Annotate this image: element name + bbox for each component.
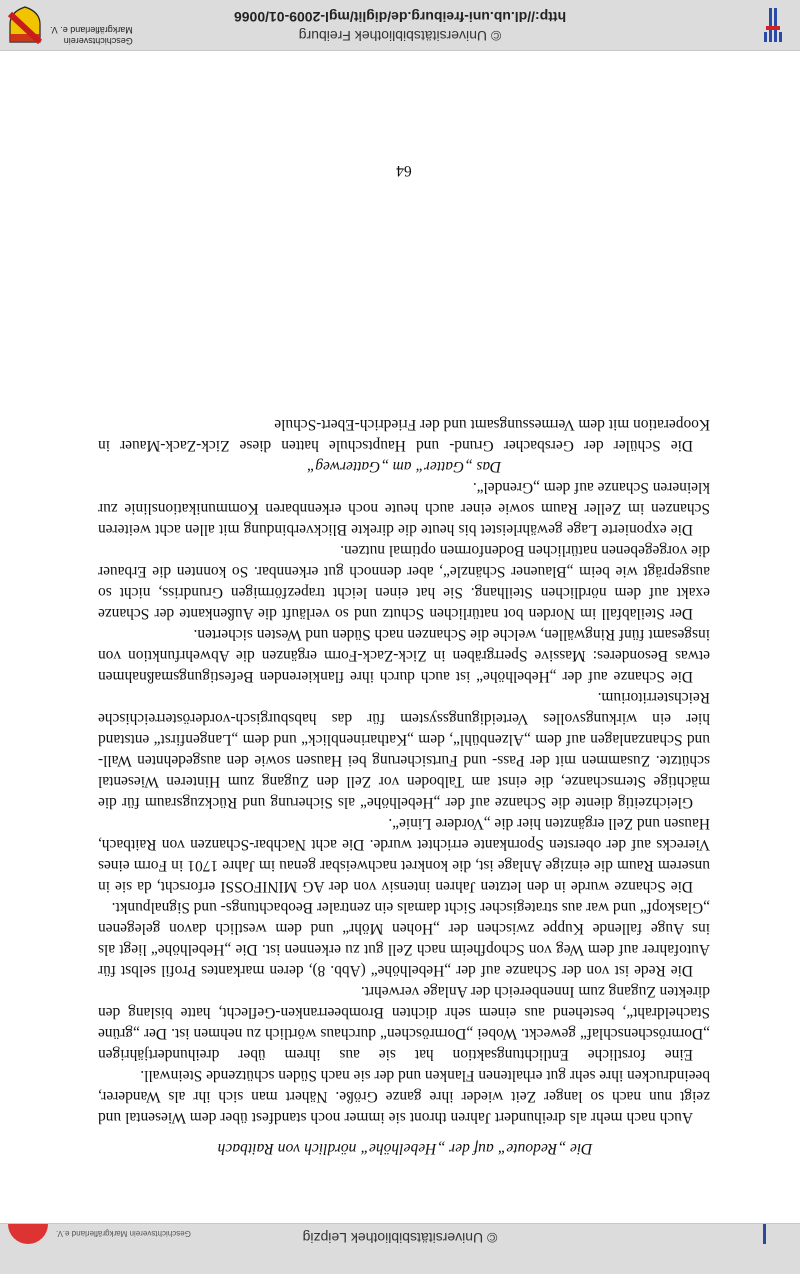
top-copyright: © Universitätsbibliothek Leipzig bbox=[302, 1230, 498, 1246]
ub-freiburg-logo-icon bbox=[760, 6, 786, 46]
figure-caption: Das „Gatter“ am „Gatterweg“ bbox=[306, 458, 502, 475]
viewer-bottom-bar bbox=[0, 0, 800, 51]
paragraph: Auch nach mehr als dreihundert Jahren thront sie immer noch standfest über dem Wiesental und zeigt nun nach so langer Zeit wieder ihre ganze Größe. Nähert man sich ihr als Wanderer, beeindrucken ihre sehr gut erhaltenen Flanken und der sie nach Süden schützende Steinwall. bbox=[98, 1067, 710, 1126]
society-line2: Markgräflerland e. V. bbox=[50, 25, 133, 35]
top-society-label: Geschichtsverein Markgräflerland e.V. bbox=[56, 1229, 191, 1238]
paragraph: Die Rede ist von der Schanze auf der „Hebelhöhe“ (Abb. 8), deren markantes Profil selbst für Autofahrer auf dem Weg von Schopfheim nach Zell gut zu erkennen ist. Die „Hebelhöhe“ liegt als ins Auge fallende Kuppe zwischen der „Hohen Möhr“ und dem westlich davon gelegenen „Glaskopf“ und war aus strategischer Sicht damals ein zentraler Beobachtungs- und Signalpunkt. bbox=[98, 899, 710, 979]
society-line1: Geschichtsverein bbox=[63, 36, 133, 46]
bookmark-icon bbox=[763, 1224, 766, 1244]
page-number: 64 bbox=[396, 162, 412, 179]
footer-copyright: © Universitätsbibliothek Freiburg bbox=[298, 28, 502, 44]
document-title: Die „Redoute“ auf der „Hebelhöhe“ nördlich von Raitbach bbox=[217, 1140, 593, 1157]
paragraph: Die Schanze wurde in den letzten Jahren intensiv von der AG MINIFOSSI erforscht, da sie in unserem Raum die einzige Anlage ist, die konkret nachweisbar genau im Jahre 1701 in Form eines Vierecks auf der obersten Spornkante errichtet wurde. Die acht Nachbar-Schanzen von Raitbach, Hausen und Zell ergänzten hier die „Vordere Linie“. bbox=[98, 815, 710, 895]
footer-url[interactable]: http://dl.ub.uni-freiburg.de/diglit/mgl-2009-01/0066 bbox=[233, 9, 567, 25]
document-body bbox=[98, 414, 710, 1128]
crest-icon bbox=[8, 6, 42, 44]
paragraph: Die Schüler der Gersbacher Grund- und Hauptschule hatten diese Zick-Zack-Mauer in Kooperation mit dem Vermessungsamt und der Friedrich-Ebert-Schule bbox=[98, 416, 710, 454]
paragraph: Gleichzeitig diente die Schanze auf der „Hebelhöhe“ als Sicherung und Rückzugsraum für die mächtige Sternschanze, die einst am Talboden vor Zell den Zugang zum Hinteren Wiesental schützte. Zusammen mit der Pass- und Furtsicherung bei Hausen sowie den ausgedehnten Wall- und Schanzanlagen auf dem „Alzenbühl“, dem „Katharinenblick“ und dem „Langenfirst“ entstand hier ein wirkungsvolles Verteidigungssystem für das habsburgisch-vorderösterreichische Reichsterritorium. bbox=[98, 689, 710, 811]
paragraph: Eine forstliche Entlichtungsaktion hat sie aus ihrem über dreihundertjährigen „Dornröschenschlaf“ geweckt. Wobei „Dornröschen“ durchaus wörtlich zu nehmen ist. Der „grüne Stacheldraht“, bestehend aus einem sehr dichten Brombeerranken-Geflecht, hatte bislang den direkten Zugang zum Innenbereich der Anlage verwehrt. bbox=[98, 983, 710, 1063]
paragraph: Die Schanze auf der „Hebelhöhe“ ist auch durch ihre flankierenden Befestigungsmaßnahmen etwas Besonderes: Massive Sperrgräben in Zick-Zack-Form ergänzen die Abwehrfunktion von insgesamt fünf Ringwällen, welche die Schanzen nach Süden und Westen sicherten. bbox=[98, 626, 710, 685]
paragraph: Der Steilabfall im Norden bot natürlichen Schutz und so verläuft die Außenkante der Schanze exakt auf dem nördlichen Steilhang. Sie hat einen leicht trapezförmigen Grundriss, nicht so ausgeprägt wie beim „Blauener Schänzle“, aber dennoch gut erkennbar. So konnten die Erbauer die vorgegebenen natürlichen Bodenformen optimal nutzen. bbox=[98, 542, 710, 622]
paragraph: Die exponierte Lage gewährleistet bis heute die direkte Blickverbindung mit allen acht weiteren Schanzen im Zeller Raum sowie einer auch heute noch erkennbaren Kommunikationslinie zur kleineren Schanze auf dem „Grendel“. bbox=[98, 479, 710, 538]
society-label bbox=[50, 24, 133, 46]
viewer-top-bar bbox=[0, 1223, 800, 1274]
